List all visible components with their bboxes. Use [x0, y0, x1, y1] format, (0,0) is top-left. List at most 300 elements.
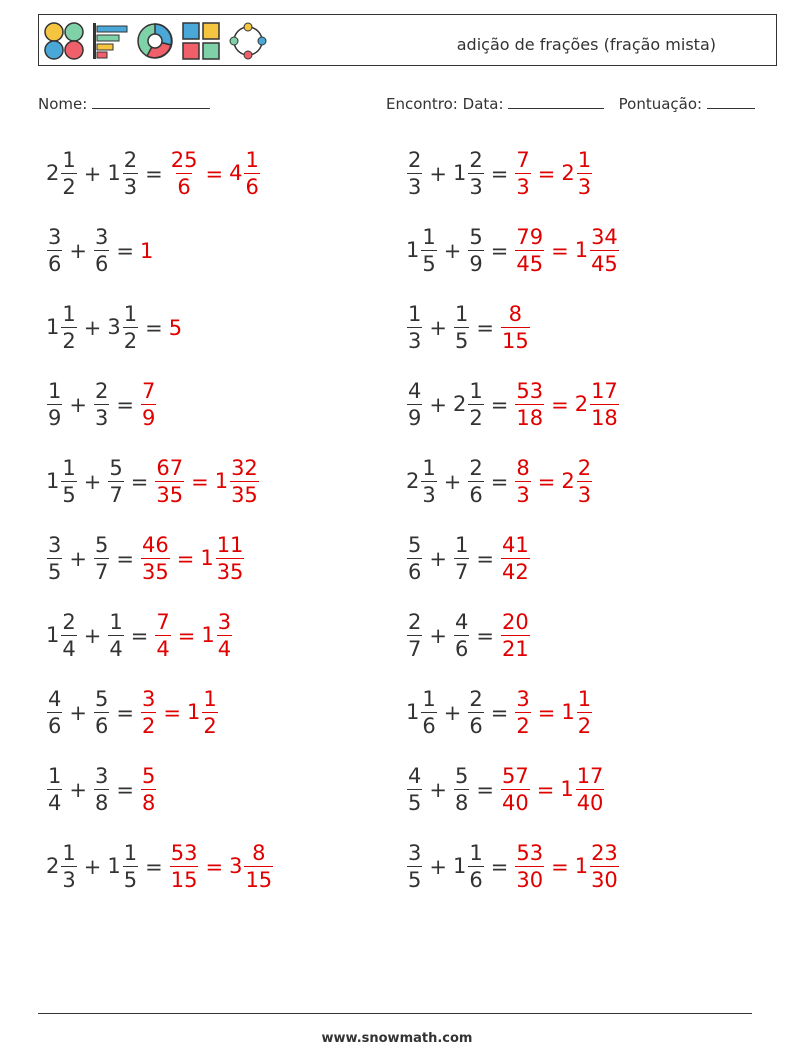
whole-part: 1 — [560, 777, 574, 801]
numerator: 17 — [591, 379, 618, 403]
numerator: 2 — [577, 456, 592, 480]
numerator: 3 — [141, 687, 156, 711]
score-blank — [707, 94, 755, 109]
fraction — [94, 535, 109, 583]
mixed-number — [467, 689, 484, 737]
fraction — [468, 458, 483, 506]
answer — [561, 150, 593, 198]
mixed-number — [46, 304, 78, 352]
equals-sign: = — [145, 316, 163, 340]
numerator: 5 — [141, 764, 156, 788]
equals-sign: = — [537, 162, 556, 186]
equals-sign: = — [130, 624, 149, 648]
mixed-number — [406, 535, 423, 583]
numerator: 17 — [576, 764, 604, 788]
answer — [514, 843, 545, 891]
answer — [140, 766, 157, 814]
puzzle-icon — [181, 21, 221, 61]
fraction — [468, 150, 483, 198]
fraction — [515, 689, 530, 737]
equals-sign: = — [176, 547, 195, 571]
answer — [187, 689, 219, 737]
mixed-number — [406, 689, 438, 737]
denominator: 6 — [177, 175, 191, 199]
numerator: 3 — [48, 225, 62, 249]
plus-sign: + — [83, 855, 102, 879]
plus-sign: + — [443, 470, 462, 494]
denominator: 7 — [109, 483, 123, 507]
numerator: 2 — [408, 610, 422, 634]
numerator: 4 — [408, 379, 422, 403]
numerator: 2 — [469, 687, 483, 711]
fraction — [123, 843, 138, 891]
whole-part: 1 — [561, 700, 575, 724]
equals-sign: = — [476, 316, 494, 340]
fraction — [155, 612, 170, 660]
denominator: 15 — [170, 868, 198, 892]
fraction — [108, 458, 123, 506]
denominator: 6 — [469, 483, 483, 507]
denominator: 4 — [156, 637, 170, 661]
problem-15 — [46, 685, 219, 741]
plus-sign: + — [69, 701, 87, 725]
answer — [561, 689, 593, 737]
answer — [560, 766, 605, 814]
whole-part: 5 — [168, 316, 183, 340]
plus-sign: + — [429, 778, 447, 802]
whole-part: 3 — [107, 315, 121, 339]
whole-part: 1 — [107, 161, 121, 185]
mixed-number — [406, 843, 423, 891]
fraction — [141, 689, 156, 737]
date-label: Data: — [462, 95, 504, 113]
whole-part: 2 — [561, 469, 575, 493]
equals-sign: = — [551, 239, 569, 263]
numerator: 3 — [516, 687, 530, 711]
problem-20 — [406, 839, 620, 895]
answer — [561, 458, 593, 506]
numerator: 1 — [203, 687, 217, 711]
mixed-number — [453, 381, 485, 429]
whole-part: 3 — [229, 854, 243, 878]
plus-sign: + — [429, 547, 447, 571]
problem-10 — [406, 454, 593, 510]
fraction — [94, 227, 109, 275]
problem-4 — [406, 223, 620, 279]
answer — [514, 227, 545, 275]
answer — [500, 766, 531, 814]
answer — [514, 150, 531, 198]
numerator: 53 — [516, 841, 544, 865]
numerator: 5 — [454, 764, 469, 788]
denominator: 3 — [62, 868, 76, 892]
numerator: 1 — [454, 533, 469, 557]
mixed-number — [46, 458, 78, 506]
numerator: 4 — [454, 610, 469, 634]
denominator: 4 — [62, 637, 76, 661]
denominator: 18 — [591, 406, 618, 430]
numerator: 1 — [62, 456, 76, 480]
numerator: 2 — [469, 456, 483, 480]
denominator: 6 — [48, 252, 62, 276]
denominator: 18 — [516, 406, 544, 430]
plus-sign: + — [429, 316, 447, 340]
numerator: 20 — [501, 610, 529, 634]
mixed-number — [453, 612, 470, 660]
problem-17 — [46, 762, 157, 818]
numerator: 3 — [217, 610, 232, 634]
worksheet-title: adição de frações (fração mista) — [456, 35, 716, 54]
mixed-number — [93, 689, 110, 737]
denominator: 7 — [408, 637, 422, 661]
fraction — [170, 843, 199, 891]
numerator: 57 — [501, 764, 529, 788]
numerator: 1 — [62, 148, 76, 172]
plus-sign: + — [83, 470, 102, 494]
denominator: 6 — [422, 714, 436, 738]
answer — [500, 612, 531, 660]
mixed-number — [453, 535, 470, 583]
fraction — [61, 458, 76, 506]
plus-sign: + — [429, 393, 447, 417]
numerator: 1 — [577, 687, 592, 711]
numerator: 1 — [469, 841, 483, 865]
denominator: 15 — [245, 868, 273, 892]
fraction-circles-icon — [43, 21, 85, 61]
fraction — [577, 458, 592, 506]
fraction — [407, 150, 422, 198]
numerator: 1 — [422, 225, 436, 249]
denominator: 2 — [123, 329, 138, 353]
problem-7 — [46, 377, 157, 433]
numerator: 2 — [62, 610, 76, 634]
equals-sign: = — [145, 855, 163, 879]
fraction — [61, 150, 76, 198]
denominator: 2 — [516, 714, 530, 738]
whole-part: 1 — [139, 239, 154, 263]
mixed-number — [46, 535, 63, 583]
fraction — [202, 689, 217, 737]
answer — [140, 381, 157, 429]
whole-part: 1 — [574, 854, 589, 878]
whole-part: 1 — [46, 469, 60, 493]
whole-part: 2 — [561, 161, 575, 185]
denominator: 3 — [422, 483, 436, 507]
numerator: 3 — [408, 841, 422, 865]
fraction — [244, 150, 259, 198]
fraction — [61, 304, 76, 352]
denominator: 5 — [422, 252, 436, 276]
plus-sign: + — [429, 162, 447, 186]
numerator: 8 — [516, 456, 530, 480]
fraction — [244, 843, 273, 891]
denominator: 30 — [516, 868, 544, 892]
fraction — [454, 535, 469, 583]
mixed-number — [107, 843, 139, 891]
fraction — [61, 843, 76, 891]
mixed-number — [406, 612, 423, 660]
numerator: 1 — [245, 148, 259, 172]
denominator: 5 — [123, 868, 138, 892]
whole-part: 1 — [452, 161, 467, 185]
fraction — [468, 381, 483, 429]
fraction — [47, 766, 62, 814]
denominator: 45 — [591, 252, 618, 276]
mixed-number — [46, 381, 63, 429]
equals-sign: = — [205, 162, 224, 186]
equals-sign: = — [490, 855, 509, 879]
plus-sign: + — [429, 855, 447, 879]
denominator: 21 — [501, 637, 529, 661]
plus-sign: + — [69, 393, 87, 417]
numerator: 11 — [216, 533, 244, 557]
fraction — [454, 766, 469, 814]
answer — [140, 535, 171, 583]
denominator: 6 — [408, 560, 422, 584]
mixed-number — [406, 304, 423, 352]
mixed-number — [107, 458, 124, 506]
fraction — [515, 150, 530, 198]
denominator: 3 — [516, 175, 530, 199]
whole-part: 1 — [214, 469, 229, 493]
fraction — [94, 766, 109, 814]
fraction — [421, 689, 436, 737]
name-label: Nome: — [38, 95, 88, 113]
numerator: 32 — [231, 456, 258, 480]
mixed-number — [46, 766, 63, 814]
fraction — [47, 227, 62, 275]
numerator: 1 — [454, 302, 469, 326]
problem-8 — [406, 377, 620, 433]
problem-19 — [46, 839, 274, 895]
denominator: 5 — [408, 868, 422, 892]
denominator: 3 — [94, 406, 109, 430]
whole-part: 1 — [201, 623, 215, 647]
numerator: 5 — [94, 687, 109, 711]
fraction — [94, 381, 109, 429]
fraction — [501, 766, 530, 814]
equals-sign: = — [476, 624, 494, 648]
denominator: 5 — [408, 791, 422, 815]
numerator: 8 — [252, 841, 266, 865]
problem-1 — [46, 146, 261, 202]
problem-18 — [406, 762, 605, 818]
worksheet-header — [38, 14, 777, 66]
numerator: 7 — [516, 148, 530, 172]
denominator: 2 — [203, 714, 217, 738]
numerator: 2 — [94, 379, 109, 403]
denominator: 9 — [48, 406, 62, 430]
mixed-number — [93, 227, 110, 275]
equals-sign: = — [116, 239, 134, 263]
denominator: 8 — [454, 791, 469, 815]
answer — [169, 843, 200, 891]
numerator: 4 — [408, 764, 422, 788]
denominator: 35 — [216, 560, 244, 584]
numerator: 1 — [469, 379, 483, 403]
fraction — [141, 535, 170, 583]
whole-part: 1 — [406, 238, 420, 262]
answer — [169, 316, 183, 340]
fraction — [141, 381, 156, 429]
numerator: 1 — [62, 302, 76, 326]
answer — [514, 689, 531, 737]
fraction — [576, 766, 605, 814]
denominator: 3 — [408, 175, 422, 199]
mixed-number — [453, 843, 485, 891]
answer — [575, 843, 620, 891]
numerator: 79 — [516, 225, 544, 249]
denominator: 6 — [469, 714, 483, 738]
numerator: 25 — [170, 148, 198, 172]
fraction — [515, 381, 544, 429]
mixed-number — [93, 535, 110, 583]
fraction — [501, 304, 530, 352]
answer — [140, 689, 157, 737]
whole-part: 1 — [200, 546, 214, 570]
fraction — [515, 843, 544, 891]
mixed-number — [46, 612, 78, 660]
denominator: 4 — [217, 637, 232, 661]
mixed-number — [406, 150, 423, 198]
numerator: 1 — [48, 379, 62, 403]
numerator: 3 — [48, 533, 62, 557]
fraction — [590, 843, 619, 891]
fraction — [515, 227, 544, 275]
numerator: 5 — [94, 533, 109, 557]
fraction — [407, 612, 422, 660]
fraction — [468, 689, 483, 737]
numerator: 53 — [170, 841, 198, 865]
denominator: 6 — [94, 252, 109, 276]
numerator: 7 — [156, 610, 170, 634]
equals-sign: = — [537, 701, 556, 725]
denominator: 3 — [469, 175, 483, 199]
equals-sign: = — [145, 162, 163, 186]
mixed-number — [453, 766, 470, 814]
numerator: 23 — [591, 841, 618, 865]
denominator: 2 — [62, 175, 76, 199]
problem-5 — [46, 300, 183, 356]
problem-6 — [406, 300, 531, 356]
denominator: 5 — [62, 483, 76, 507]
answer — [140, 239, 154, 263]
mixed-number — [453, 150, 485, 198]
fraction — [141, 766, 156, 814]
answer — [514, 381, 545, 429]
problem-13 — [46, 608, 233, 664]
score-label: Pontuação: — [618, 95, 703, 113]
numerator: 3 — [94, 764, 109, 788]
mixed-number — [107, 612, 124, 660]
denominator: 3 — [577, 175, 592, 199]
equals-sign: = — [551, 855, 569, 879]
plus-sign: + — [83, 162, 102, 186]
mixed-number — [467, 227, 484, 275]
denominator: 6 — [469, 868, 483, 892]
fraction — [515, 458, 530, 506]
whole-part: 1 — [107, 854, 121, 878]
denominator: 4 — [48, 791, 62, 815]
plus-sign: + — [443, 239, 462, 263]
answer — [229, 150, 261, 198]
numerator: 41 — [501, 533, 529, 557]
fraction — [47, 381, 62, 429]
mixed-number — [406, 381, 423, 429]
numerator: 1 — [109, 610, 123, 634]
equals-sign: = — [163, 701, 181, 725]
answer — [500, 304, 531, 352]
fraction — [407, 381, 422, 429]
plus-sign: + — [429, 624, 447, 648]
equals-sign: = — [490, 162, 509, 186]
whole-part: 2 — [574, 392, 589, 416]
equals-sign: = — [476, 547, 494, 571]
numerator: 7 — [141, 379, 156, 403]
equals-sign: = — [205, 855, 224, 879]
fraction — [501, 612, 530, 660]
numerator: 2 — [123, 148, 138, 172]
denominator: 30 — [591, 868, 618, 892]
fraction — [61, 612, 76, 660]
pie-chart-icon — [135, 21, 175, 61]
denominator: 8 — [141, 791, 156, 815]
fraction — [577, 150, 592, 198]
denominator: 3 — [577, 483, 592, 507]
numerator: 1 — [577, 148, 592, 172]
mixed-number — [46, 150, 78, 198]
numerator: 46 — [141, 533, 169, 557]
answer — [575, 381, 620, 429]
numerator: 4 — [48, 687, 62, 711]
problem-2 — [406, 146, 593, 202]
problem-16 — [406, 685, 593, 741]
numerator: 2 — [469, 148, 483, 172]
footer-url: www.snowmath.com — [321, 1031, 473, 1046]
denominator: 42 — [501, 560, 529, 584]
mixed-number — [406, 227, 438, 275]
numerator: 1 — [48, 764, 62, 788]
bar-chart-icon — [91, 21, 129, 61]
answer — [215, 458, 260, 506]
date-blank — [508, 94, 604, 109]
denominator: 5 — [48, 560, 62, 584]
name-blank — [92, 94, 210, 109]
denominator: 6 — [454, 637, 469, 661]
mixed-number — [46, 227, 63, 275]
meeting-date-score — [386, 94, 755, 113]
whole-part: 1 — [574, 238, 589, 262]
fraction — [216, 535, 245, 583]
fraction — [230, 458, 259, 506]
denominator: 6 — [94, 714, 109, 738]
numerator: 1 — [408, 302, 422, 326]
denominator: 45 — [516, 252, 544, 276]
fraction — [407, 535, 422, 583]
fraction — [577, 689, 592, 737]
equals-sign: = — [490, 470, 509, 494]
meeting-label: Encontro: — [386, 95, 458, 113]
answer — [514, 458, 531, 506]
plus-sign: + — [69, 547, 87, 571]
denominator: 2 — [577, 714, 592, 738]
answer — [229, 843, 274, 891]
denominator: 3 — [516, 483, 530, 507]
denominator: 40 — [576, 791, 604, 815]
mixed-number — [46, 689, 63, 737]
fraction — [217, 612, 232, 660]
problem-11 — [46, 531, 245, 587]
